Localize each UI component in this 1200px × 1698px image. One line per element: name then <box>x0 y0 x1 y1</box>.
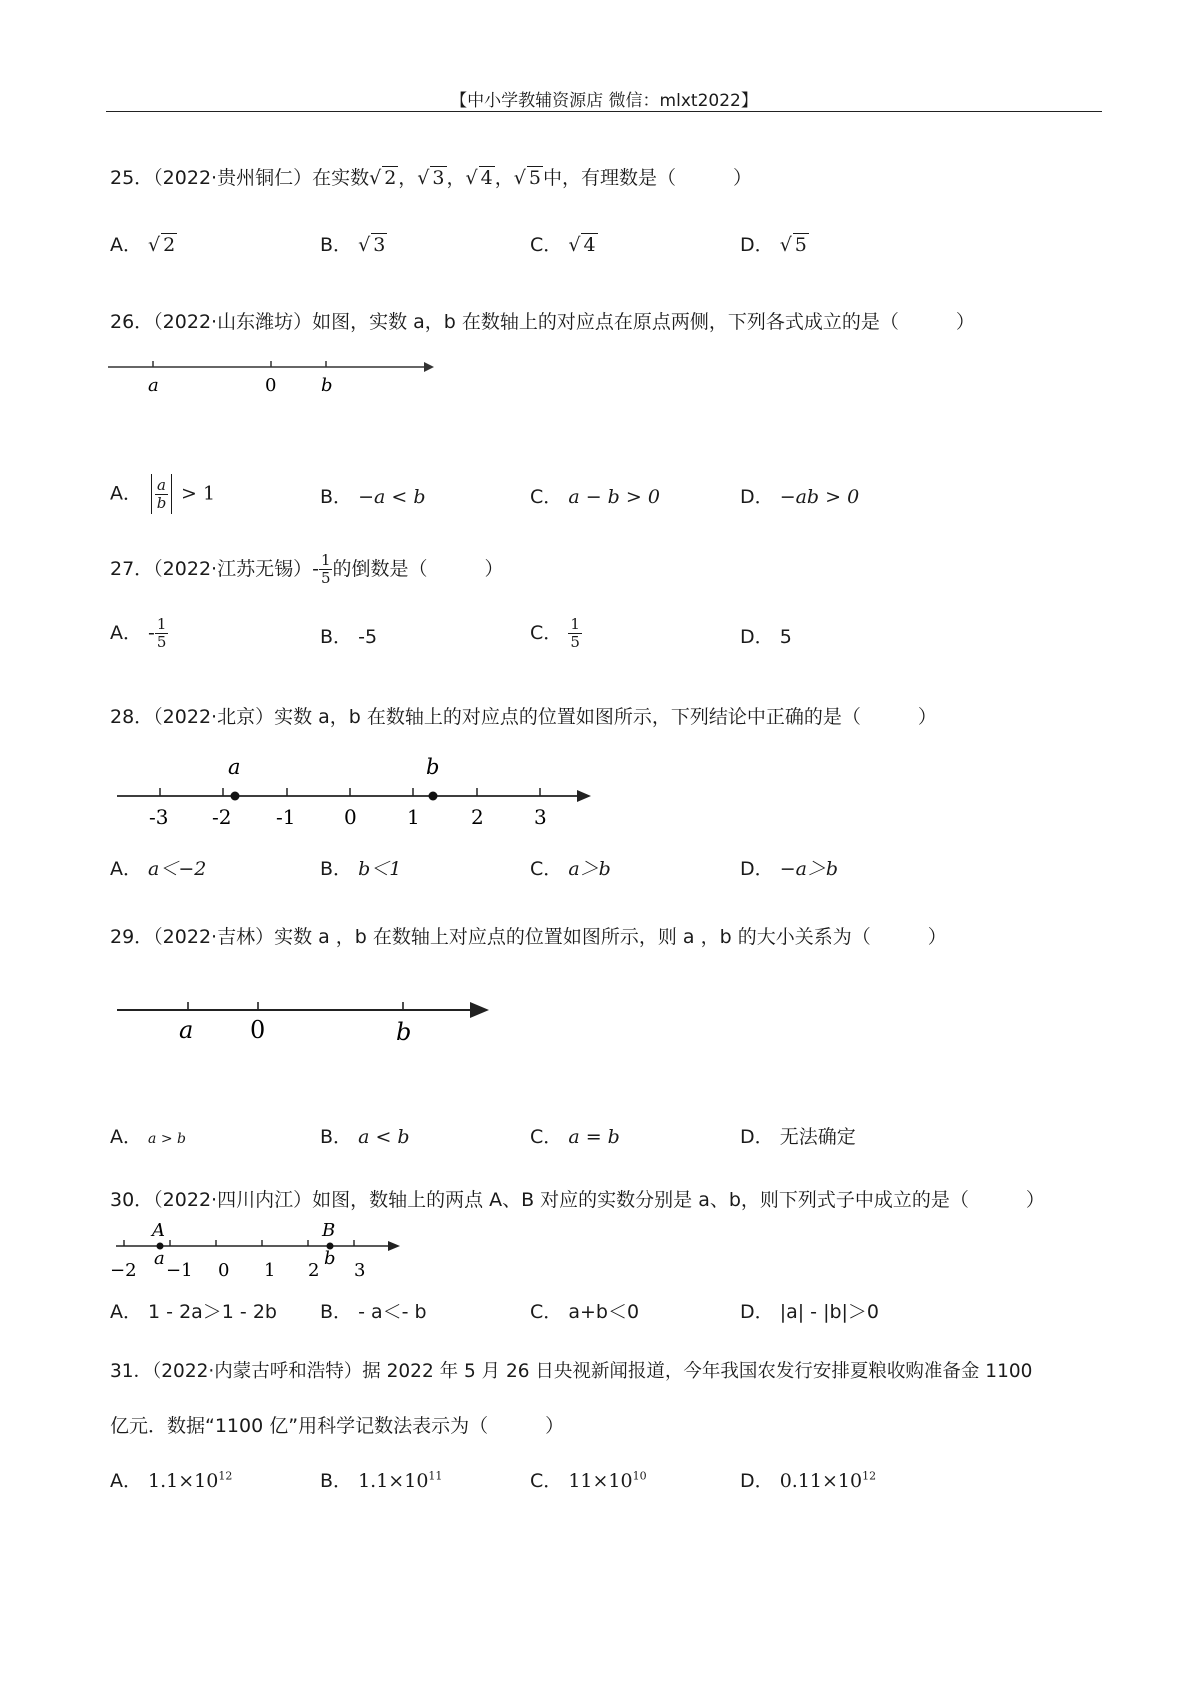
q28-option-d[interactable]: D． −a＞b <box>740 858 839 880</box>
q31-option-c[interactable]: C． $11\times 10^{10}$ <box>530 1469 647 1492</box>
svg-text:B: B <box>322 1220 336 1241</box>
question-28: 28．（2022·北京）实数 a，b 在数轴上的对应点的位置如图所示，下列结论中正确的是（ ） <box>110 706 937 728</box>
q25-option-b[interactable]: B． √ 3 <box>320 234 386 256</box>
q29-option-a[interactable]: A． a > b <box>110 1126 186 1148</box>
q31-option-d[interactable]: D． $0.11\times 10^{12}$ <box>740 1469 877 1492</box>
q26-label-0: 0 <box>265 375 277 396</box>
svg-text:b: b <box>324 1248 336 1269</box>
q29-option-d[interactable]: D． 无法确定 <box>740 1126 856 1148</box>
svg-text:−2: −2 <box>110 1260 137 1281</box>
q25-option-d[interactable]: D． √ 5 <box>740 234 807 256</box>
q27-option-d[interactable]: D． 5 <box>740 626 792 648</box>
q27-option-b[interactable]: B． -5 <box>320 626 378 648</box>
q26-option-a[interactable]: A． $\frac{a}{b}$ > 1 <box>110 474 215 514</box>
q30-option-a[interactable]: A． 1 - 2a＞1 - 2b <box>110 1301 277 1323</box>
sqrt-5: √ 5 <box>513 167 541 189</box>
q26-option-c[interactable]: C． a − b > 0 <box>530 486 660 508</box>
q28-point-b <box>429 792 438 801</box>
svg-text:-1: -1 <box>276 805 296 829</box>
svg-text:−1: −1 <box>166 1260 193 1281</box>
q29-label-b: b <box>396 1018 412 1042</box>
q26-label-a: a <box>148 375 159 396</box>
svg-text:-3: -3 <box>149 805 169 829</box>
q30-option-d[interactable]: D． |a| - |b|＞0 <box>740 1301 880 1323</box>
header-rule <box>106 111 1102 112</box>
svg-text:1: 1 <box>407 805 420 829</box>
svg-text:0: 0 <box>344 805 357 829</box>
q26-number-line <box>106 355 436 405</box>
q30-option-c[interactable]: C． a+b＜0 <box>530 1301 640 1323</box>
question-25: 25．（2022·贵州铜仁）在实数√ 2 ，√ 3 ，√ 4 ，√ 5 中，有理数是（ ） <box>110 167 752 189</box>
q30-option-b[interactable]: B． - a＜- b <box>320 1301 427 1323</box>
q28-option-a[interactable]: A． a＜−2 <box>110 858 207 880</box>
svg-text:-2: -2 <box>212 805 232 829</box>
question-27: 27．（2022·江苏无锡）- $\frac{1}{5}$ 的倒数是（ ） <box>110 551 504 587</box>
svg-text:3: 3 <box>534 805 547 829</box>
q28-number-line <box>115 750 595 830</box>
q29-number-line <box>115 990 495 1042</box>
q28-point-a <box>231 792 240 801</box>
q26-option-d[interactable]: D． −ab > 0 <box>740 486 860 508</box>
q28-option-c[interactable]: C． a＞b <box>530 858 611 880</box>
sqrt-3: √ 3 <box>417 167 445 189</box>
svg-text:2: 2 <box>308 1260 320 1281</box>
q30-number-line <box>108 1220 408 1282</box>
q29-option-c[interactable]: C． a = b <box>530 1126 620 1148</box>
q29-label-0: 0 <box>250 1016 266 1042</box>
q28-label-a: a <box>228 755 241 779</box>
q28-label-b: b <box>426 755 440 779</box>
sqrt-4: √ 4 <box>465 167 493 189</box>
q31-option-a[interactable]: A． $1.1\times 10^{12}$ <box>110 1469 233 1492</box>
page-header: 【中小学教辅资源店 微信：mlxt2022】 <box>450 91 758 111</box>
q26-option-b[interactable]: B． −a < b <box>320 486 426 508</box>
sqrt-2: √ 2 <box>369 167 397 189</box>
q31-option-b[interactable]: B． $1.1\times 10^{11}$ <box>320 1469 443 1492</box>
q26-label-b: b <box>321 375 333 396</box>
question-31-line-1: 31．（2022·内蒙古呼和浩特）据 2022 年 5 月 26 日央视新闻报道，今年我国农发行安排夏粮收购准备金 1100 <box>110 1361 1033 1382</box>
q29-option-b[interactable]: B． a < b <box>320 1126 410 1148</box>
question-29: 29．（2022·吉林）实数 a ，b 在数轴上对应点的位置如图所示，则 a ，b 的大小关系为（ ） <box>110 926 947 948</box>
svg-text:A: A <box>152 1220 165 1241</box>
svg-text:3: 3 <box>354 1260 366 1281</box>
svg-text:a: a <box>154 1248 165 1269</box>
q28-option-b[interactable]: B． b＜1 <box>320 858 402 880</box>
svg-text:0: 0 <box>218 1260 230 1281</box>
q29-label-a: a <box>179 1016 194 1042</box>
q27-option-a[interactable]: A． - $\frac{1}{5}$ <box>110 615 167 651</box>
svg-text:1: 1 <box>264 1260 276 1281</box>
svg-text:2: 2 <box>471 805 484 829</box>
q25-option-c[interactable]: C． √ 4 <box>530 234 596 256</box>
question-31-line-2: 亿元．数据“1100 亿”用科学记数法表示为（ ） <box>110 1415 565 1437</box>
question-26: 26．（2022·山东潍坊）如图，实数 a，b 在数轴上的对应点在原点两侧，下列各式成立的是（ ） <box>110 311 975 333</box>
q27-option-c[interactable]: C． $\frac{1}{5}$ <box>530 615 580 651</box>
question-30: 30．（2022·四川内江）如图，数轴上的两点 A、B 对应的实数分别是 a、b，则下列式子中成立的是（ ） <box>110 1189 1045 1211</box>
q25-option-a[interactable]: A． √ 2 <box>110 234 176 256</box>
